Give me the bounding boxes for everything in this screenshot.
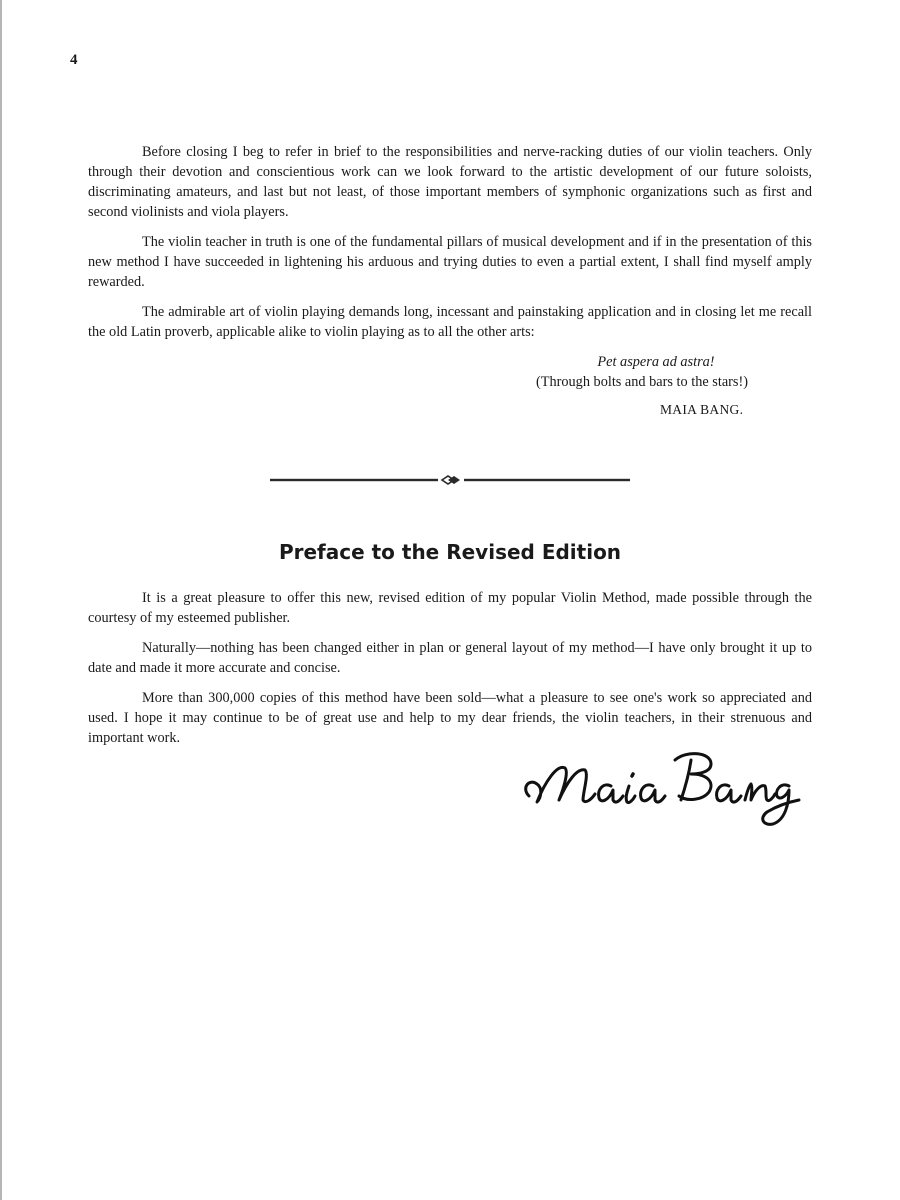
intro-text: [88, 142, 812, 352]
divider-rule-right: [464, 479, 630, 481]
page-number: 4: [70, 52, 78, 68]
preface-paragraph-2: Naturally—nothing has been changed either in plan or general layout of my method—I have only brought it up to date and made it more accurate and concise.: [88, 640, 812, 676]
motto-translation: (Through bolts and bars to the stars!): [535, 374, 749, 390]
author-name: MAIA BANG.: [660, 402, 744, 417]
page-left-edge: [0, 0, 2, 1200]
section-title: Preface to the Revised Edition: [278, 540, 622, 564]
motto-latin: Pet aspera ad astra!: [597, 354, 715, 370]
preface-text: [88, 588, 812, 758]
handwritten-signature: [515, 738, 805, 833]
divider-rule-left: [270, 479, 438, 481]
latin-motto: [490, 352, 794, 392]
preface-paragraph-1: It is a great pleasure to offer this new, revised edition of my popular Violin Method, made possible through the courtesy of my esteemed publisher.: [88, 590, 812, 626]
preface-paragraph-3: More than 300,000 copies of this method have been sold—what a pleasure to see one's work so appreciated and used. I hope it may continue to be of great use and help to my dear friends, the violin teachers, in their strenuous and important work.: [88, 690, 812, 746]
intro-paragraph-2: The violin teacher in truth is one of the fundamental pillars of musical development and if in the presentation of this new method I have succeeded in lightening his arduous and trying duties to even a partial extent, I shall find myself amply rewarded.: [88, 234, 812, 290]
intro-paragraph-1: Before closing I beg to refer in brief to the responsibilities and nerve-racking duties of our violin teachers. Only through their devotion and conscientious work can we look forward to the artistic development of our future soloists, discriminating amateurs, and last but not least, of those important members of symphonic organizations such as first and second violinists and viola players.: [88, 144, 812, 220]
intro-paragraph-3: The admirable art of violin playing demands long, incessant and painstaking application and in closing let me recall the old Latin proverb, applicable alike to violin playing as to all the other arts:: [88, 304, 812, 340]
ornament-divider: [270, 472, 630, 488]
